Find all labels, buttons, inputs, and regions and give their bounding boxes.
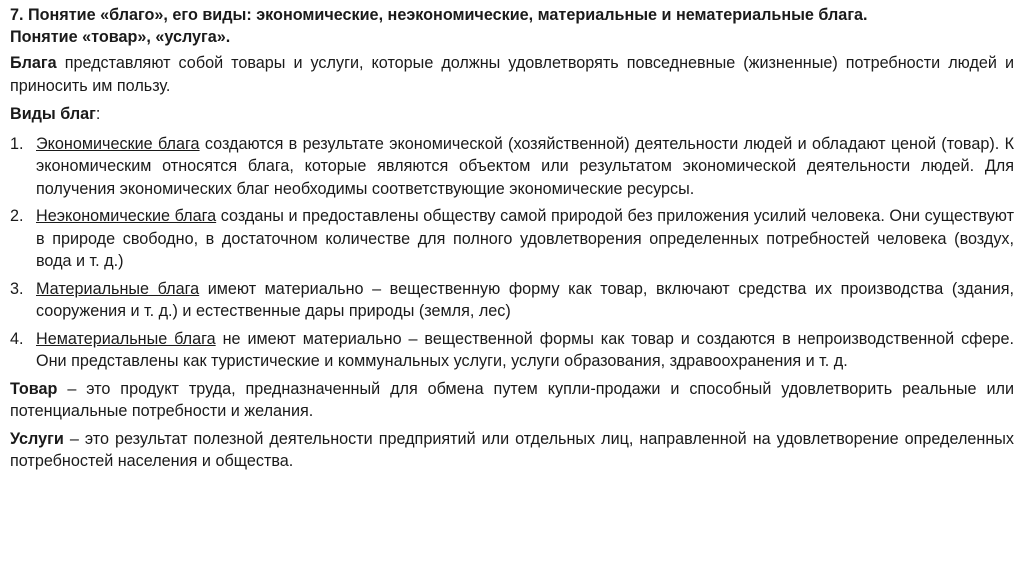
services-paragraph [10, 428, 1014, 473]
list-item-text: имеют материально – вещественную форму как товар, включают средства их производства (здания, сооружения и т. д.) и естественные дары природы (земля, лес) [36, 279, 1014, 320]
services-text: – это результат полезной деятельности предприятий или отдельных лиц, направленной на удовлетворение определенных потребностей населения и общества. [10, 429, 1014, 470]
list-item [10, 205, 1014, 273]
types-list [10, 133, 1014, 373]
list-item [10, 133, 1014, 201]
list-item-text: созданы и предоставлены обществу самой природой без приложения усилий человека. Они существуют в природе свободно, в достаточном количестве для полного удовлетворения определенных потребностей человека (воздух, вода и т. д.) [36, 207, 1014, 270]
types-heading-term: Виды благ [10, 105, 96, 123]
list-item-term: Нематериальные блага [36, 329, 216, 348]
list-item-term: Материальные блага [36, 279, 200, 298]
intro-text: представляют собой товары и услуги, которые должны удовлетворять повседневные (жизненные) потребности людей и приносить им пользу. [10, 54, 1014, 95]
list-item-term: Экономические блага [36, 134, 200, 153]
list-item-text: не имеют материально – вещественной формы как товар и создаются в непроизводственной сфере. Они представлены как туристические и коммунальных услуги, услуги образования, здравоохранения и т. д. [36, 329, 1014, 370]
intro-term: Блага [10, 54, 57, 72]
list-item-number: 2. [10, 207, 24, 225]
services-term: Услуги [10, 429, 64, 448]
list-item [10, 278, 1014, 323]
title-line-2: Понятие «товар», «услуга». [10, 28, 231, 46]
list-item-text: создаются в результате экономической (хозяйственной) деятельности людей и обладают ценой (товар). К экономическим относятся блага, которые являются объектом или результатом экономической деятельности людей. Для получения экономических благ необходимы соответствующие экономические ресурсы. [36, 134, 1014, 198]
types-heading-suffix: : [95, 105, 101, 123]
list-item [10, 328, 1014, 373]
list-item-number: 3. [10, 279, 24, 298]
intro-paragraph [10, 52, 1014, 97]
types-heading [10, 103, 1014, 126]
list-item-term: Неэкономические блага [36, 207, 217, 225]
title-line-1: 7. Понятие «благо», его виды: экономические, неэкономические, материальные и нематериальные блага. [10, 6, 868, 24]
goods-term: Товар [10, 379, 58, 398]
goods-text: – это продукт труда, предназначенный для обмена путем купли-продажи и способный удовлетворить реальные или потенциальные потребности и желания. [10, 379, 1014, 420]
list-item-number: 4. [10, 329, 24, 348]
goods-paragraph [10, 378, 1014, 423]
slide-title [10, 4, 1014, 48]
list-item-number: 1. [10, 134, 24, 153]
